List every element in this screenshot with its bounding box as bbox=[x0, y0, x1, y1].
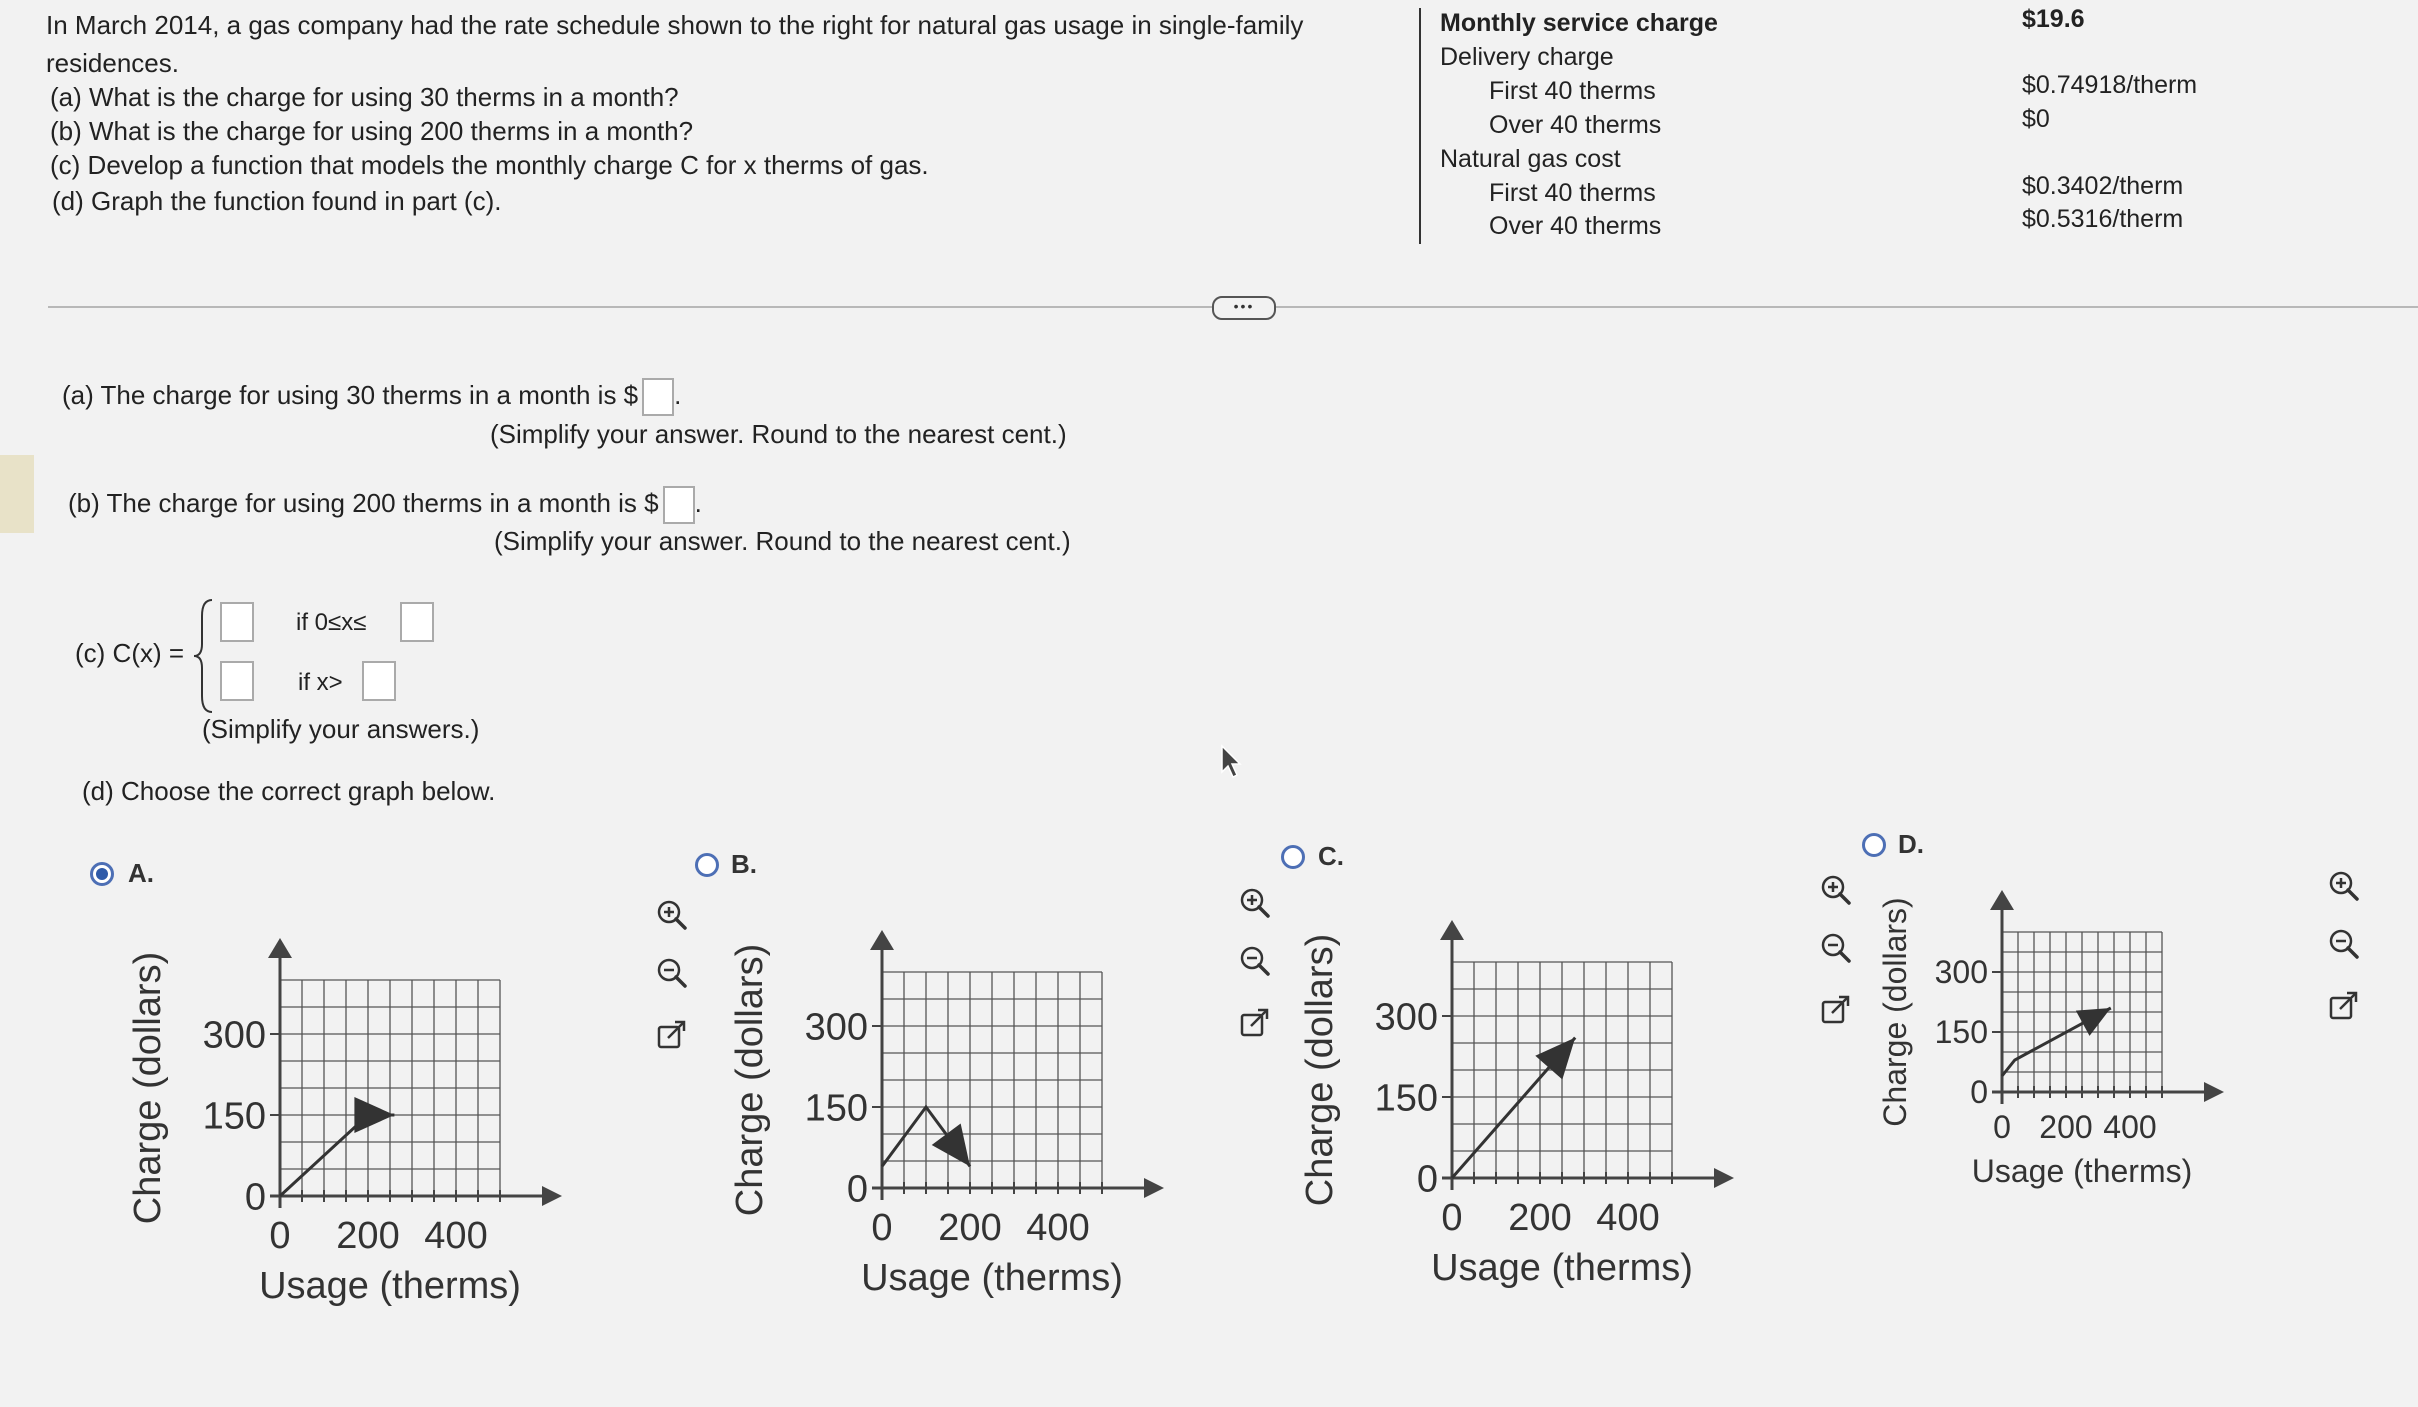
option-a-radio[interactable] bbox=[90, 862, 114, 886]
magnifier-handle bbox=[1840, 952, 1849, 961]
answer-b-row bbox=[68, 486, 702, 524]
answer-b-period: . bbox=[694, 488, 702, 518]
delivery-first40-value: $0.74918/therm bbox=[2022, 71, 2198, 99]
zoom-out-icon-graph-c[interactable] bbox=[1818, 930, 1854, 966]
answer-c-label: (c) C(x) = bbox=[75, 638, 185, 668]
answer-b-input[interactable] bbox=[663, 486, 695, 524]
piece2-expression-input[interactable] bbox=[220, 661, 254, 701]
zoom-in-icon-graph-a[interactable] bbox=[654, 897, 690, 933]
y-axis-arrow bbox=[1440, 920, 1464, 940]
piecewise-brace bbox=[192, 596, 216, 716]
delivery-over40-value: $0 bbox=[2022, 105, 2050, 133]
x-tick-label: 0 bbox=[1993, 1109, 2011, 1145]
option-c-radio[interactable] bbox=[1281, 845, 1305, 869]
answer-b-hint: (Simplify your answer. Round to the nearest cent.) bbox=[494, 526, 1071, 556]
x-axis-label: Usage (therms) bbox=[861, 1257, 1123, 1299]
answer-c-hint: (Simplify your answers.) bbox=[202, 714, 480, 744]
x-tick-label: 0 bbox=[871, 1207, 893, 1249]
x-tick-label: 400 bbox=[424, 1215, 488, 1257]
x-tick-label: 200 bbox=[2039, 1109, 2093, 1145]
y-tick-label: 0 bbox=[244, 1176, 266, 1219]
y-tick-label: 300 bbox=[1374, 996, 1438, 1039]
piece2-condition: if x> bbox=[298, 669, 343, 696]
y-tick-label: 0 bbox=[1970, 1074, 1988, 1111]
question-b: (b) What is the charge for using 200 therms in a month? bbox=[50, 116, 694, 146]
x-tick-label: 200 bbox=[1508, 1197, 1572, 1239]
service-charge-label: Monthly service charge bbox=[1440, 9, 1718, 37]
problem-line-2: residences. bbox=[46, 48, 179, 78]
piece1-bound-input[interactable] bbox=[400, 602, 434, 642]
answer-a-text: (a) The charge for using 30 therms in a month is $ bbox=[62, 380, 639, 410]
magnifier-handle bbox=[676, 919, 685, 928]
y-axis-arrow bbox=[268, 938, 292, 958]
y-tick-label: 300 bbox=[202, 1014, 266, 1057]
option-d-radio[interactable] bbox=[1862, 833, 1886, 857]
rate-table-divider bbox=[1419, 8, 1421, 244]
delivery-first40-label: First 40 therms bbox=[1489, 77, 1656, 105]
zoom-in-icon-graph-d[interactable] bbox=[2326, 868, 2362, 904]
y-axis-label: Charge (dollars) bbox=[729, 943, 771, 1217]
popout-arrow bbox=[1832, 997, 1848, 1013]
option-a-label: A. bbox=[128, 858, 154, 888]
grid bbox=[882, 972, 1102, 1188]
answer-b-text: (b) The charge for using 200 therms in a month is $ bbox=[68, 488, 659, 518]
y-axis-label: Charge (dollars) bbox=[1299, 933, 1341, 1207]
delivery-over40-label: Over 40 therms bbox=[1489, 111, 1662, 139]
popout-icon-graph-c[interactable] bbox=[1818, 993, 1854, 1029]
gas-first40-value: $0.3402/therm bbox=[2022, 172, 2184, 200]
x-tick-label: 200 bbox=[938, 1207, 1002, 1249]
series-arrowhead bbox=[932, 1124, 970, 1167]
answer-a-hint: (Simplify your answer. Round to the nearest cent.) bbox=[490, 419, 1067, 449]
option-b-radio[interactable] bbox=[695, 853, 719, 877]
x-axis-label: Usage (therms) bbox=[259, 1265, 521, 1307]
x-axis-label: Usage (therms) bbox=[1971, 1153, 2193, 1189]
piece1-condition: if 0≤x≤ bbox=[296, 609, 367, 636]
piece2-bound-input[interactable] bbox=[362, 661, 396, 701]
answer-a-period: . bbox=[674, 380, 682, 410]
x-axis-arrow bbox=[1714, 1168, 1734, 1188]
y-axis-label: Charge (dollars) bbox=[127, 951, 169, 1225]
magnifier-handle bbox=[676, 977, 685, 986]
magnifier-handle bbox=[2348, 948, 2357, 957]
delivery-charge-label: Delivery charge bbox=[1440, 43, 1614, 71]
x-tick-label: 400 bbox=[2103, 1109, 2157, 1145]
x-tick-label: 0 bbox=[269, 1215, 291, 1257]
zoom-out-icon-graph-d[interactable] bbox=[2326, 926, 2362, 962]
option-c-label: C. bbox=[1318, 841, 1344, 871]
gas-first40-label: First 40 therms bbox=[1489, 179, 1656, 207]
magnifier-handle bbox=[1259, 907, 1268, 916]
y-tick-label: 150 bbox=[804, 1087, 868, 1130]
graph-d bbox=[1872, 870, 2262, 1250]
zoom-in-icon-graph-c[interactable] bbox=[1818, 872, 1854, 908]
x-axis-arrow bbox=[1144, 1178, 1164, 1198]
expand-more-button[interactable]: ••• bbox=[1212, 296, 1276, 320]
y-tick-label: 150 bbox=[1934, 1014, 1988, 1051]
popout-icon-graph-b[interactable] bbox=[1237, 1006, 1273, 1042]
question-c: (c) Develop a function that models the monthly charge C for x therms of gas. bbox=[50, 150, 929, 180]
x-axis-arrow bbox=[2204, 1082, 2224, 1102]
popout-icon-graph-a[interactable] bbox=[654, 1018, 690, 1054]
x-tick-label: 400 bbox=[1596, 1197, 1660, 1239]
y-axis-arrow bbox=[870, 930, 894, 950]
mouse-cursor-icon bbox=[1218, 744, 1248, 780]
x-axis-label: Usage (therms) bbox=[1431, 1247, 1693, 1289]
service-charge-value: $19.6 bbox=[2022, 5, 2085, 33]
popout-arrow bbox=[2340, 993, 2356, 1009]
gas-cost-label: Natural gas cost bbox=[1440, 145, 1621, 173]
answer-a-row bbox=[62, 378, 681, 416]
series-arrowhead bbox=[1535, 1038, 1575, 1080]
answer-d-text: (d) Choose the correct graph below. bbox=[82, 776, 496, 806]
y-tick-label: 150 bbox=[1374, 1077, 1438, 1120]
y-axis-label: Charge (dollars) bbox=[1877, 897, 1913, 1127]
graph-a bbox=[110, 900, 600, 1340]
option-d-label: D. bbox=[1898, 829, 1924, 859]
problem-line-1: In March 2014, a gas company had the rate schedule shown to the right for natural gas usage in single-family bbox=[46, 10, 1304, 40]
popout-arrow bbox=[668, 1022, 684, 1038]
y-tick-label: 300 bbox=[1934, 954, 1988, 991]
x-tick-label: 200 bbox=[336, 1215, 400, 1257]
zoom-out-icon-graph-a[interactable] bbox=[654, 955, 690, 991]
x-axis-arrow bbox=[542, 1186, 562, 1206]
answer-a-input[interactable] bbox=[642, 378, 674, 416]
graph-b bbox=[712, 892, 1202, 1332]
magnifier-handle bbox=[1840, 894, 1849, 903]
zoom-in-icon-graph-b[interactable] bbox=[1237, 885, 1273, 921]
popout-icon-graph-d[interactable] bbox=[2326, 989, 2362, 1025]
y-axis-arrow bbox=[1990, 890, 2014, 910]
y-tick-label: 0 bbox=[1416, 1158, 1438, 1201]
zoom-out-icon-graph-b[interactable] bbox=[1237, 943, 1273, 979]
x-tick-label: 400 bbox=[1026, 1207, 1090, 1249]
y-tick-label: 150 bbox=[202, 1095, 266, 1138]
question-d: (d) Graph the function found in part (c). bbox=[52, 186, 502, 216]
y-tick-label: 0 bbox=[846, 1168, 868, 1211]
x-tick-label: 0 bbox=[1441, 1197, 1463, 1239]
gas-over40-value: $0.5316/therm bbox=[2022, 205, 2184, 233]
magnifier-handle bbox=[2348, 890, 2357, 899]
gas-over40-label: Over 40 therms bbox=[1489, 212, 1662, 240]
popout-arrow bbox=[1251, 1010, 1267, 1026]
option-b-label: B. bbox=[731, 849, 757, 879]
question-a: (a) What is the charge for using 30 therms in a month? bbox=[50, 82, 679, 112]
series-arrowhead bbox=[354, 1097, 394, 1133]
series-line bbox=[280, 1115, 394, 1196]
side-marker bbox=[0, 455, 34, 533]
piece1-expression-input[interactable] bbox=[220, 602, 254, 642]
magnifier-handle bbox=[1259, 965, 1268, 974]
y-tick-label: 300 bbox=[804, 1006, 868, 1049]
graph-c bbox=[1292, 882, 1782, 1322]
